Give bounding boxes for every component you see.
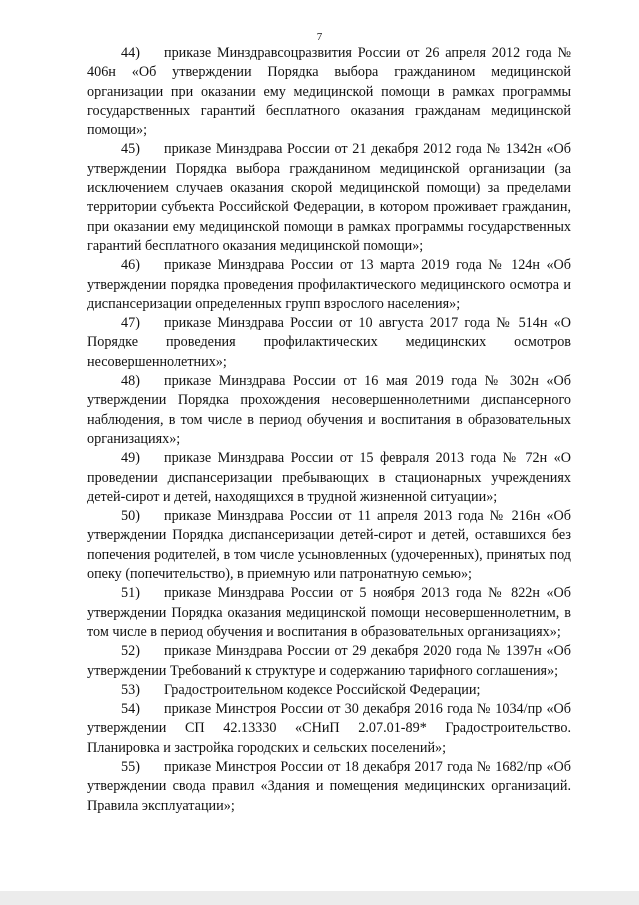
item-number: 46) (121, 257, 140, 274)
list-item (87, 758, 571, 816)
page-bottom-edge (0, 891, 639, 905)
item-number: 44) (121, 45, 140, 61)
item-number: 53) (121, 681, 140, 698)
list-item (87, 314, 571, 372)
item-text: приказе Минздрава России от 13 марта 2019 года № 124н «Об утверждении порядка проведения профилактического медицинского осмотра и диспансеризации определенных групп взрослого населения»; (87, 257, 571, 312)
item-number: 48) (121, 373, 140, 390)
item-number: 51) (121, 585, 140, 602)
item-text: приказе Минздравсоцразвития России от 26 апреля 2012 года № 406н «Об утверждении Порядка выбора гражданином медицинской организации при оказании ему медицинской помощи в рамках программы государственных гарантий бесплатного оказания гражданам медицинской помощи»; (87, 45, 571, 139)
item-text: приказе Минздрава России от 29 декабря 2020 года № 1397н «Об утверждении Требований к структуре и содержанию тарифного соглашения»; (87, 643, 571, 679)
list-item (87, 507, 571, 584)
list-item (87, 681, 571, 700)
item-text: приказе Минздрава России от 16 мая 2019 года № 302н «Об утверждении Порядка прохождения несовершеннолетними диспансерного наблюдения, в том числе в период обучения и воспитания в образовательных организациях»; (87, 373, 571, 447)
item-text: приказе Минстроя России от 30 декабря 2016 года № 1034/пр «Об утверждении СП 42.13330 «СНиП 2.07.01-89* Градостроительство. Планировка и застройка городских и сельских поселений»; (87, 701, 571, 756)
item-text: приказе Минздрава России от 15 февраля 2013 года № 72н «О проведении диспансеризации пребывающих в стационарных учреждениях детей-сирот и детей, находящихся в трудной жизненной ситуации»; (87, 450, 571, 505)
item-number: 52) (121, 643, 140, 660)
list-item (87, 44, 571, 140)
item-text: приказе Минздрава России от 21 декабря 2012 года № 1342н «Об утверждении Порядка выбора гражданином медицинской организации (за исключением случаев оказания скорой медицинской помощи) за пределами территории субъекта Российской Федерации, в котором проживает гражданин, при оказании ему медицинской помощи в рамках программы государственных гарантий бесплатного оказания медицинской помощи»; (87, 141, 571, 254)
item-number: 54) (121, 701, 140, 718)
list-item (87, 372, 571, 449)
item-number: 45) (121, 141, 140, 158)
item-text: приказе Минздрава России от 11 апреля 2013 года № 216н «Об утверждении Порядка диспансеризации детей-сирот и детей, оставшихся без попечения родителей, в том числе усыновленных (удочеренных), принятых под опеку (попечительство), в приемную или патронатную семью»; (87, 508, 571, 583)
list-item (87, 449, 571, 507)
list-item (87, 140, 571, 256)
item-text: приказе Минздрава России от 5 ноября 2013 года № 822н «Об утверждении Порядка оказания медицинской помощи несовершеннолетним, в том числе в период обучения и воспитания в образовательных организациях»; (87, 585, 571, 640)
item-number: 47) (121, 315, 140, 332)
document-body (87, 44, 571, 816)
list-item (87, 584, 571, 642)
item-number: 49) (121, 450, 140, 467)
list-item (87, 700, 571, 758)
page-number: 7 (316, 31, 323, 43)
item-text: Градостроительном кодексе Российской Федерации; (164, 681, 481, 698)
item-number: 50) (121, 508, 140, 525)
item-number: 55) (121, 758, 140, 775)
item-text: приказе Минстроя России от 18 декабря 2017 года № 1682/пр «Об утверждении свода правил «Здания и помещения медицинских организаций. Правила эксплуатации»; (87, 758, 571, 814)
list-item (87, 642, 571, 681)
list-item (87, 256, 571, 314)
item-text: приказе Минздрава России от 10 августа 2017 года № 514н «О Порядке проведения профилактических медицинских осмотров несовершеннолетних»; (87, 315, 571, 370)
